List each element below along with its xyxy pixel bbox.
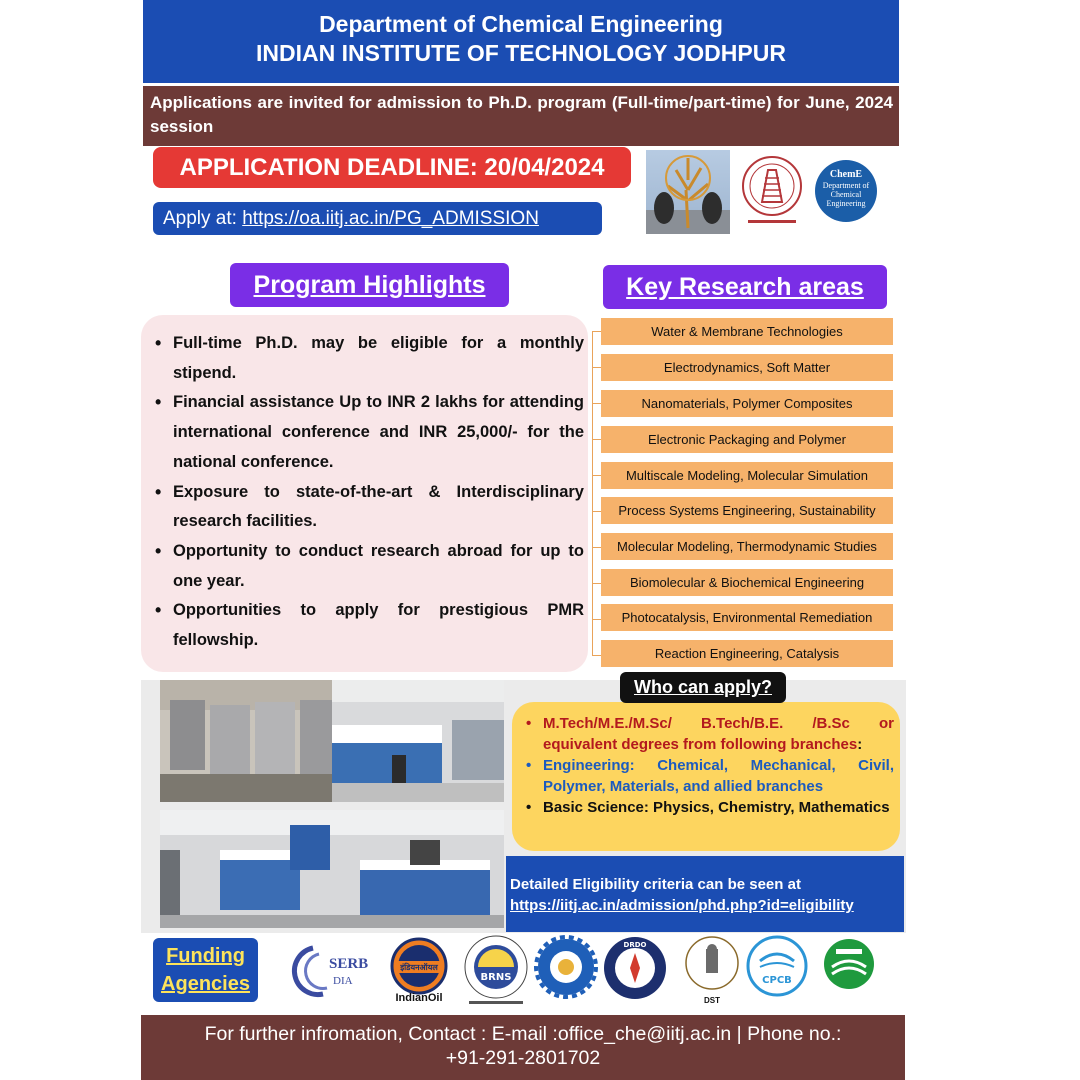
tree-sculpture-image xyxy=(646,150,730,234)
funding-label-line2: Agencies xyxy=(161,973,250,995)
research-tree-connector xyxy=(592,331,600,655)
drdo-logo-text: DRDO xyxy=(623,941,647,949)
connector-tick xyxy=(592,511,601,512)
eligibility-text: Detailed Eligibility criteria can be seen at xyxy=(510,876,801,893)
contact-footer xyxy=(141,1015,905,1080)
list-item xyxy=(523,713,894,755)
research-area-item: Biomolecular & Biochemical Engineering xyxy=(601,569,893,596)
list-item: • Exposure to state-of-the-art & Interdisciplinary research facilities. xyxy=(153,478,584,537)
list-item: • Opportunity to conduct research abroad for up to one year. xyxy=(153,537,584,596)
research-area-item: Molecular Modeling, Thermodynamic Studies xyxy=(601,533,893,560)
department-title: Department of Chemical Engineering xyxy=(319,11,723,37)
research-area-item: Reaction Engineering, Catalysis xyxy=(601,640,893,667)
connector-tick xyxy=(592,475,601,476)
phone-line: +91-291-2801702 xyxy=(445,1047,601,1069)
dst-label: DST xyxy=(704,996,720,1005)
degree-text: M.Tech/M.E./M.Sc/ B.Tech/B.E. /B.Sc or equivalent degrees from following branches xyxy=(543,715,894,753)
header-banner xyxy=(143,0,899,83)
list-item: • Financial assistance Up to INR 2 lakhs for attending international conference and INR 25,000/- for the national conference. xyxy=(153,388,584,477)
connector-tick xyxy=(592,403,601,404)
serb-logo-subtext: DIA xyxy=(333,975,353,987)
cpcb-logo-text: CPCB xyxy=(762,975,792,986)
highlights-list xyxy=(153,329,584,656)
research-area-item: Nanomaterials, Polymer Composites xyxy=(601,390,893,417)
program-highlights-title: Program Highlights xyxy=(230,263,509,307)
connector-tick xyxy=(592,367,601,368)
csir-gear-logo xyxy=(534,935,598,999)
connector-tick xyxy=(592,655,601,656)
apply-link-box xyxy=(153,202,602,235)
research-area-item: Photocatalysis, Environmental Remediation xyxy=(601,604,893,631)
chemeng-department-logo xyxy=(815,160,877,222)
degree-suffix: : xyxy=(857,736,863,753)
drdo-logo xyxy=(602,935,668,1001)
research-area-item: Electronic Packaging and Polymer xyxy=(601,426,893,453)
indianoil-logo xyxy=(390,937,448,995)
list-item: • Full-time Ph.D. may be eligible for a monthly stipend. xyxy=(153,329,584,388)
who-can-apply-title: Who can apply? xyxy=(620,672,786,703)
research-area-item: Multiscale Modeling, Molecular Simulation xyxy=(601,462,893,489)
list-item: • Basic Science: Physics, Chemistry, Mathematics xyxy=(523,797,894,818)
deadline-badge: APPLICATION DEADLINE: 20/04/2024 xyxy=(153,147,631,188)
connector-tick xyxy=(592,619,601,620)
list-item: • Engineering: Chemical, Mechanical, Civil, Polymer, Materials, and allied branches xyxy=(523,755,894,797)
connector-tick xyxy=(592,331,601,332)
cpcb-logo xyxy=(746,935,808,997)
serb-logo xyxy=(283,940,381,1000)
eligibility-url-link[interactable]: https://iitj.ac.in/admission/phd.php?id=eligibility xyxy=(510,897,854,914)
key-research-areas-title: Key Research areas xyxy=(603,265,887,309)
funding-agencies-label xyxy=(153,938,258,1002)
indianoil-logo-text: इंडियनऑयल xyxy=(400,963,438,972)
indianoil-label: IndianOil xyxy=(395,992,443,1004)
connector-tick xyxy=(592,547,601,548)
iitj-logo xyxy=(740,152,804,230)
brns-logo xyxy=(463,933,529,1011)
connector-tick xyxy=(592,583,601,584)
apply-url-link[interactable]: https://oa.iitj.ac.in/PG_ADMISSION xyxy=(242,208,539,229)
chemeng-logo-title: ChemE xyxy=(829,169,863,180)
funding-label-line1: Funding xyxy=(166,945,245,967)
lab-photo-instruments xyxy=(160,810,504,928)
program-highlights-box xyxy=(141,315,588,672)
chemeng-logo-subtitle: Department of Chemical Engineering xyxy=(822,181,870,208)
lab-photo-benches xyxy=(332,680,504,802)
serb-logo-text: SERB xyxy=(329,956,369,972)
eligibility-list xyxy=(523,713,894,818)
brns-logo-text: BRNS xyxy=(480,972,512,983)
eligibility-box xyxy=(506,856,904,932)
research-area-item: Electrodynamics, Soft Matter xyxy=(601,354,893,381)
who-can-apply-box xyxy=(512,702,900,851)
apply-prefix: Apply at: xyxy=(163,208,243,229)
dst-logo xyxy=(680,935,744,995)
invite-banner: Applications are invited for admission to Ph.D. program (Full-time/part-time) for June, 2024 session xyxy=(143,86,899,146)
list-item: • Opportunities to apply for prestigious PMR fellowship. xyxy=(153,596,584,655)
institute-title: INDIAN INSTITUTE OF TECHNOLOGY JODHPUR xyxy=(256,40,786,66)
contact-line: For further infromation, Contact : E-mail :office_che@iitj.ac.in | Phone no.: xyxy=(204,1023,842,1045)
research-area-item: Water & Membrane Technologies xyxy=(601,318,893,345)
connector-tick xyxy=(592,439,601,440)
lab-photo-fume-hoods xyxy=(160,680,332,802)
green-agency-logo xyxy=(822,937,876,991)
research-area-item: Process Systems Engineering, Sustainability xyxy=(601,497,893,524)
